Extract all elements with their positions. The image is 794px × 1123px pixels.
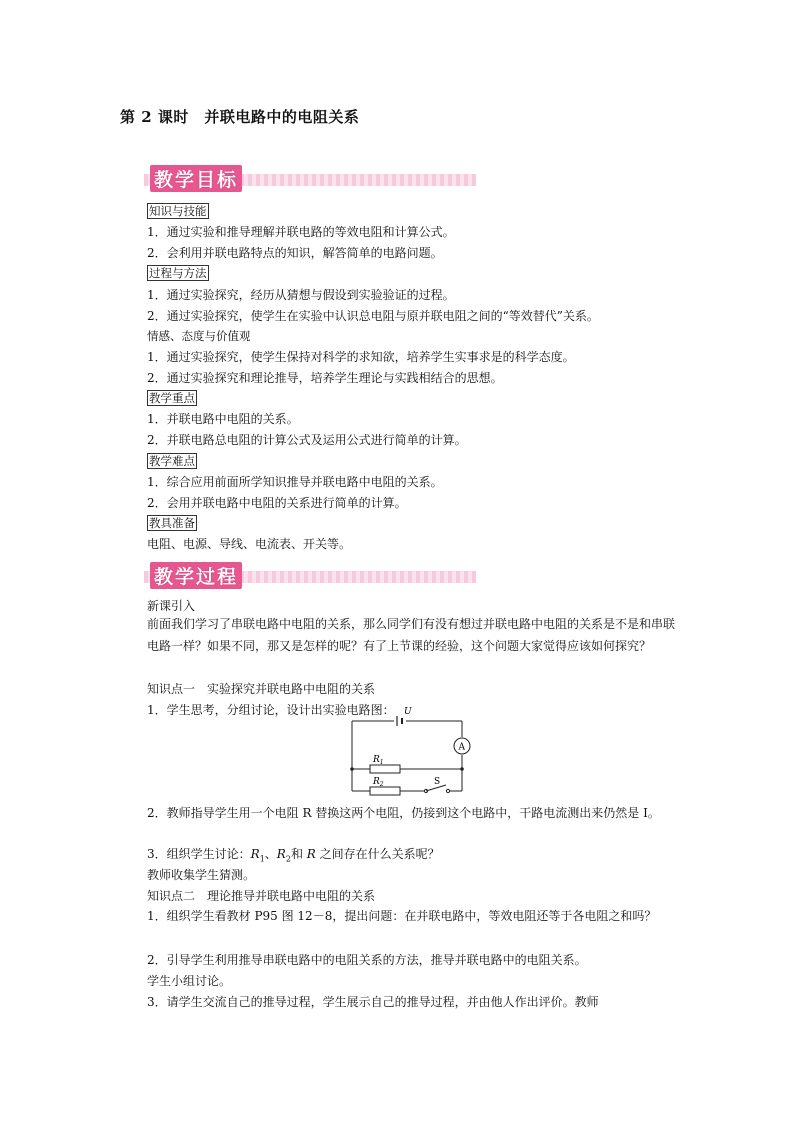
ammeter-label: A [458, 742, 465, 753]
point1-step1: 1．学生思考，分组讨论，设计出实验电路图： [147, 703, 395, 717]
voltage-label: U [404, 707, 412, 717]
method-item-2: 2．通过实验探究，使学生在实验中认识总电阻与原并联电阻之间的“等效替代”关系。 [147, 309, 599, 323]
intro-header: 新课引入 [147, 599, 196, 613]
switch-contact-right [446, 789, 449, 792]
resistor-r2 [370, 787, 400, 795]
point2-header: 知识点二 理论推导并联电路中电阻的关系 [147, 889, 376, 903]
section-banner-goals [144, 164, 476, 194]
point1-step3: 3．组织学生讨论：$R_1$、$R_2$和 R 之间存在什么关系呢？ [147, 847, 440, 864]
emotion-item-1: 1．通过实验探究，使学生保持对科学的求知欲，培养学生实事求是的科学态度。 [147, 350, 575, 364]
point2-step3: 3．请学生交流自己的推导过程，学生展示自己的推导过程，并由他人作出评价。教师 [147, 995, 599, 1009]
point2-step1: 1．组织学生看教材 P95 图 12－8，提出问题：在并联电路中，等效电阻还等于各电阻之和吗？ [147, 909, 657, 923]
method-item-1: 1．通过实验探究，经历从猜想与假设到实验验证的过程。 [147, 288, 455, 302]
knowledge-item-1: 1．通过实验和推导理解并联电路的等效电阻和计算公式。 [147, 225, 455, 239]
intro-paragraph: 前面我们学习了串联电路中电阻的关系，那么同学们有没有想过并联电路中电阻的关系是不是和串联电路一样？如果不同，那又是怎样的呢？有了上节课的经验，这个问题大家觉得应该如何探究？ [147, 617, 676, 653]
switch-label: S [434, 777, 441, 787]
junction-dot [350, 767, 354, 771]
knowledge-item-2: 2．会利用并联电路特点的知识，解答简单的电路问题。 [147, 246, 443, 260]
method-header: 过程与方法 [149, 266, 207, 280]
key-header: 教学重点 [149, 391, 195, 405]
point2-step2: 2．引导学生利用推导串联电路中的电阻关系的方法，推导并联电路中的电阻关系。 [147, 953, 587, 967]
tools-text: 电阻、电源、导线、电流表、开关等。 [147, 537, 352, 551]
r1-label: $R_1$ [373, 755, 384, 766]
key-item-1: 1．并联电路中电阻的关系。 [147, 412, 299, 426]
banner-label: 教学目标 [150, 165, 242, 192]
banner-label: 教学过程 [150, 562, 242, 589]
r2-label: $R_2$ [373, 777, 384, 788]
point1-step4: 教师收集学生猜测。 [147, 868, 256, 882]
difficulty-header: 教学难点 [149, 454, 195, 468]
difficulty-item-2: 2．会用并联电路中电阻的关系进行简单的计算。 [147, 496, 407, 510]
key-item-2: 2．并联电路总电阻的计算公式及运用公式进行简单的计算。 [147, 433, 467, 447]
junction-dot [460, 767, 464, 771]
point1-header: 知识点一 实验探究并联电路中电阻的关系 [147, 682, 376, 696]
point1-step2: 2．教师指导学生用一个电阻 R 替换这两个电阻，仍接到这个电路中，干路电流测出来仍然是 I。 [147, 806, 660, 820]
resistor-r1 [370, 765, 400, 773]
page-title: 第 2 课时 并联电路中的电阻关系 [120, 108, 360, 126]
emotion-header: 情感、态度与价值观 [147, 329, 251, 343]
difficulty-item-1: 1．综合应用前面所学知识推导并联电路中电阻的关系。 [147, 475, 443, 489]
emotion-item-2: 2．通过实验探究和理论推导，培养学生理论与实践相结合的思想。 [147, 371, 503, 385]
section-banner-process [144, 561, 476, 591]
circuit-diagram [340, 707, 480, 797]
tools-header: 教具准备 [149, 516, 195, 530]
point2-step2b: 学生小组讨论。 [147, 974, 232, 988]
knowledge-header: 知识与技能 [149, 204, 207, 218]
